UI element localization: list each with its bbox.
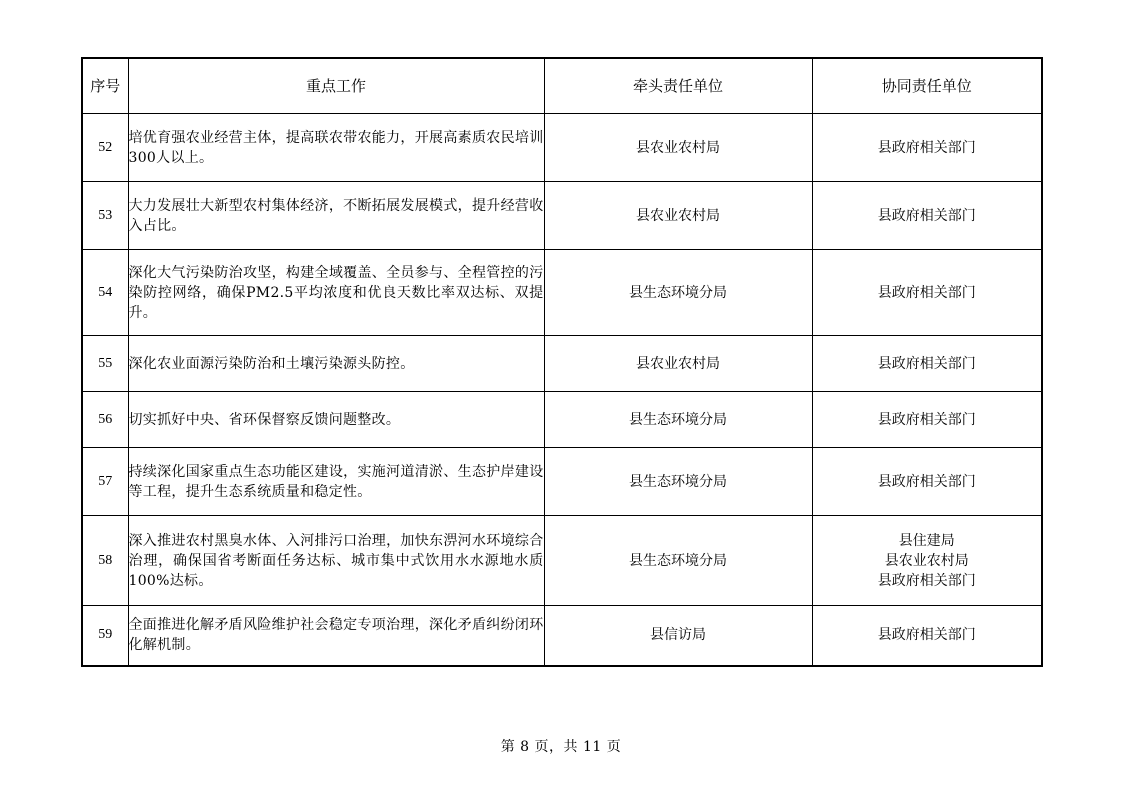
- table-row: [82, 516, 1042, 606]
- row-coop-line: 县政府相关部门: [877, 411, 976, 428]
- row-lead: 县生态环境分局: [544, 250, 812, 336]
- header-coop: 协同责任单位: [812, 58, 1042, 114]
- header-lead: 牵头责任单位: [544, 58, 812, 114]
- row-coop: [812, 448, 1042, 516]
- table-row: [82, 392, 1042, 448]
- row-lead: 县生态环境分局: [544, 448, 812, 516]
- header-work: 重点工作: [128, 58, 544, 114]
- row-num: 58: [82, 516, 128, 606]
- row-coop-line: 县政府相关部门: [877, 139, 976, 156]
- table-row: [82, 114, 1042, 182]
- row-num: 53: [82, 182, 128, 250]
- row-coop-line: 县政府相关部门: [877, 572, 976, 589]
- table-row: [82, 448, 1042, 516]
- table-row: [82, 250, 1042, 336]
- row-lead: 县农业农村局: [544, 114, 812, 182]
- row-lead: 县生态环境分局: [544, 516, 812, 606]
- row-lead: 县农业农村局: [544, 182, 812, 250]
- row-num: 52: [82, 114, 128, 182]
- row-num: 57: [82, 448, 128, 516]
- row-lead: 县生态环境分局: [544, 392, 812, 448]
- row-coop-line: 县政府相关部门: [877, 284, 976, 301]
- row-lead: 县农业农村局: [544, 336, 812, 392]
- row-num: 59: [82, 606, 128, 666]
- row-coop-line: 县农业农村局: [884, 552, 969, 569]
- task-table: [81, 57, 1043, 667]
- table-header-row: [82, 58, 1042, 114]
- row-coop: [812, 182, 1042, 250]
- row-work: 全面推进化解矛盾风险维护社会稳定专项治理，深化矛盾纠纷闭环化解机制。: [128, 606, 544, 666]
- row-work: 深化大气污染防治攻坚，构建全域覆盖、全员参与、全程管控的污染防控网络，确保PM2.5平均浓度和优良天数比率双达标、双提升。: [128, 250, 544, 336]
- header-num: 序号: [82, 58, 128, 114]
- row-lead: 县信访局: [544, 606, 812, 666]
- table-row: [82, 336, 1042, 392]
- row-num: 56: [82, 392, 128, 448]
- row-work: 深入推进农村黑臭水体、入河排污口治理，加快东淠河水环境综合治理，确保国省考断面任务达标、城市集中式饮用水水源地水质100%达标。: [128, 516, 544, 606]
- row-work: 大力发展壮大新型农村集体经济，不断拓展发展模式，提升经营收入占比。: [128, 182, 544, 250]
- table-row: [82, 182, 1042, 250]
- row-coop-line: 县政府相关部门: [877, 627, 976, 644]
- row-num: 54: [82, 250, 128, 336]
- row-coop-line: 县政府相关部门: [877, 207, 976, 224]
- row-coop: [812, 114, 1042, 182]
- row-coop: [812, 606, 1042, 666]
- row-coop-line: 县住建局: [898, 532, 955, 549]
- row-coop-line: 县政府相关部门: [877, 473, 976, 490]
- row-coop: [812, 392, 1042, 448]
- table-row: [82, 606, 1042, 666]
- row-coop-line: 县政府相关部门: [877, 355, 976, 372]
- row-work: 切实抓好中央、省环保督察反馈问题整改。: [128, 392, 544, 448]
- row-work: 持续深化国家重点生态功能区建设，实施河道清淤、生态护岸建设等工程，提升生态系统质量和稳定性。: [128, 448, 544, 516]
- row-coop: [812, 336, 1042, 392]
- row-coop: [812, 516, 1042, 606]
- row-work: 深化农业面源污染防治和土壤污染源头防控。: [128, 336, 544, 392]
- page-footer: 第 8 页，共 11 页: [500, 739, 622, 755]
- row-coop: [812, 250, 1042, 336]
- row-num: 55: [82, 336, 128, 392]
- row-work: 培优育强农业经营主体，提高联农带农能力，开展高素质农民培训300人以上。: [128, 114, 544, 182]
